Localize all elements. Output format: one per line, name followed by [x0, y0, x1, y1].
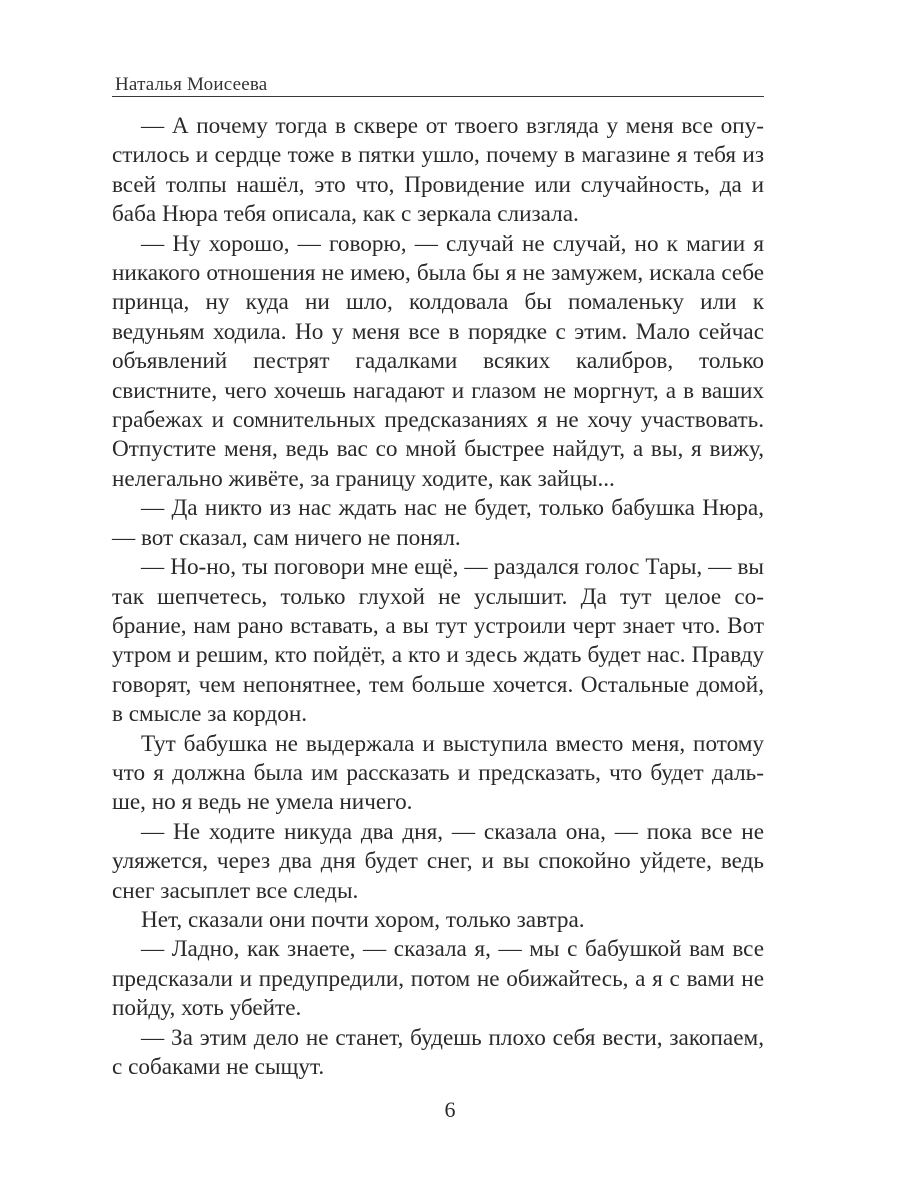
paragraph: — За этим дело не станет, будешь плохо себя вести, закопаем, с собаками не сыщут.	[112, 1024, 764, 1080]
paragraph: Нет, сказали они почти хором, только завтра.	[141, 906, 585, 933]
paragraph: — Ну хорошо, — говорю, — случай не случай, но к магии я никакого отношения не имею, была бы я не замужем, искала себе принца, ну куда ни шло, колдовала бы помаленьку или к ведуньям ходила. Но у меня все в порядке с этим. Мало сейчас объявлений пестрят гадалками всяких калибров, только свистните, чего хочешь нагадают и глазом не моргнут, а в ваших грабежах и сомнительных предсказаниях я не хочу участвовать. Отпустите меня, ведь вас со мной быстрее найдут, а вы, я вижу, нелегально живёте, за границу ходите, как зайцы...	[112, 230, 764, 492]
paragraph: — Да никто из нас ждать нас не будет, только бабушка Нюра, — вот сказал, сам ничего не понял.	[112, 495, 764, 551]
paragraph: — А почему тогда в сквере от твоего взгляда у меня все опустилось и сердце тоже в пятки ушло, почему в магазине я тебя из всей толпы нашёл, это что, Провидение или случайность, да и баба Нюра тебя описала, как с зеркала слизала.	[112, 113, 764, 228]
paragraph: — Не ходите никуда два дня, — сказала она, — пока все не уляжется, через два дня будет снег, и вы спокойно уйдете, ведь снег засыплет все следы.	[112, 818, 764, 904]
paragraph: Тут бабушка не выдержала и выступила вместо меня, потому что я должна была им рассказать и предсказать, что будет дальше, но я ведь не умела ничего.	[112, 730, 764, 816]
paragraph: — Но-но, ты поговори мне ещё, — раздался голос Тары, — вы так шепчетесь, только глухой не услышит. Да тут целое собрание, нам рано вставать, а вы тут устроили черт знает что. Вот утром и решим, кто пойдёт, а кто и здесь ждать будет нас. Правду говорят, чем непонятнее, тем больше хочется. Остальные домой, в смысле за кордон.	[112, 554, 764, 728]
paragraph: — Ладно, как знаете, — сказала я, — мы с бабушкой вам все предсказали и предупредили, потом не обижайтесь, а я с вами не пойду, хоть убейте.	[112, 936, 764, 1022]
page-number: 6	[444, 1097, 456, 1122]
page-body-text	[112, 112, 764, 1082]
author-name: Наталья Моисеева	[115, 74, 268, 95]
running-header	[112, 73, 764, 97]
